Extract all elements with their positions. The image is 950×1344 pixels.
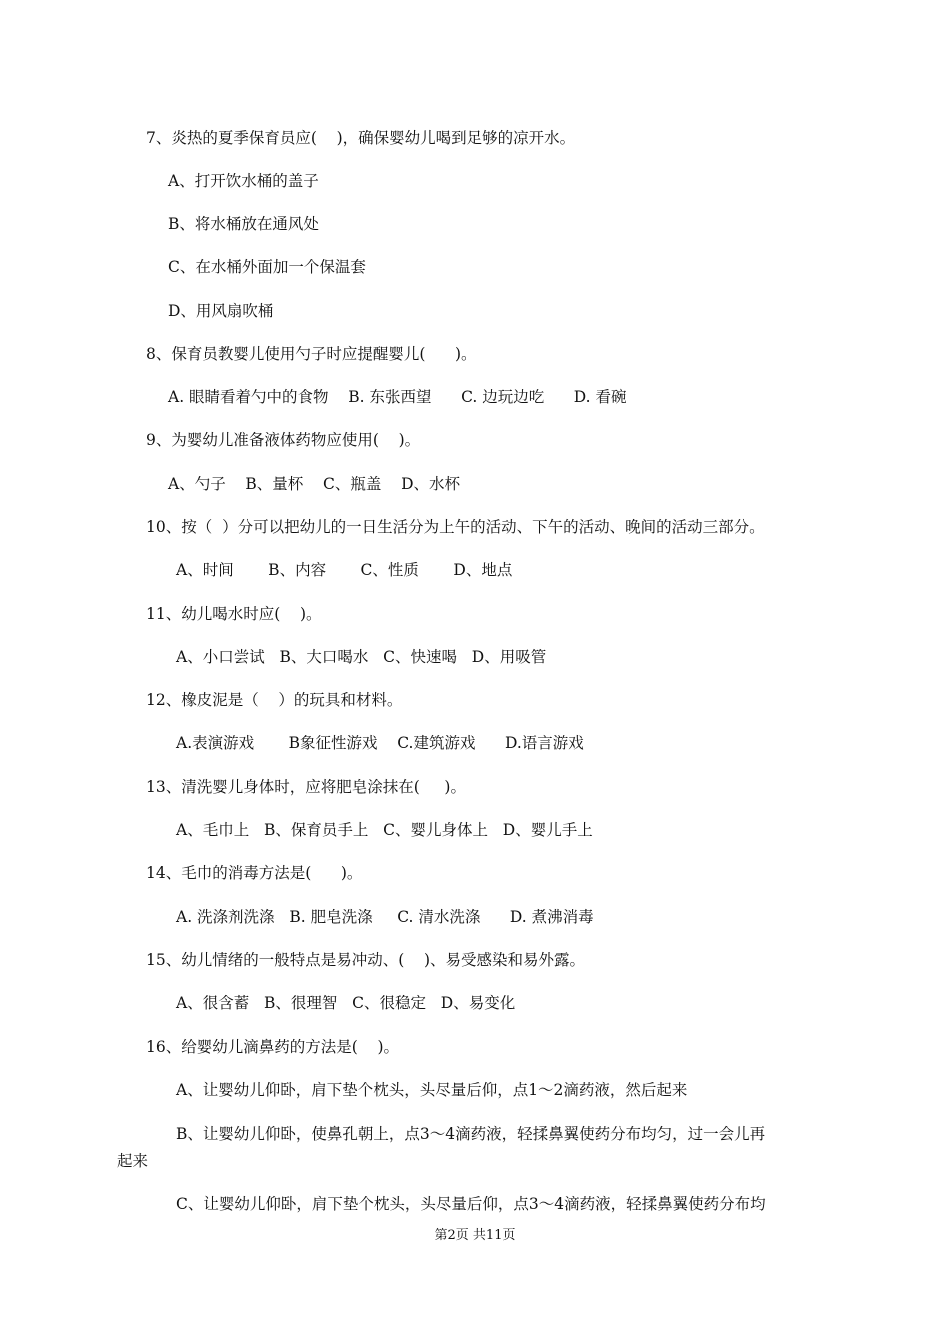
question-stem: 14、毛巾的消毒方法是( )。 [146, 864, 363, 882]
question-stem: 10、按（ ）分可以把幼儿的一日生活分为上午的活动、下午的活动、晚间的活动三部分。 [146, 518, 765, 536]
question-stem: 9、为婴幼儿准备液体药物应使用( )。 [146, 431, 421, 449]
page-footer: 第2页 共11页 [434, 1228, 516, 1243]
question-option: C、让婴幼儿仰卧，肩下垫个枕头，头尽量后仰，点3～4滴药液，轻揉鼻翼使药分布均 [176, 1195, 766, 1213]
question-stem: 13、清洗婴儿身体时，应将肥皂涂抹在( )。 [146, 778, 466, 796]
question-option: C、在水桶外面加一个保温套 [168, 258, 366, 276]
question-stem: 7、炎热的夏季保育员应( )，确保婴幼儿喝到足够的凉开水。 [146, 129, 576, 147]
question-option: A. 洗涤剂洗涤 B. 肥皂洗涤 C. 清水洗涤 D. 煮沸消毒 [176, 908, 594, 926]
question-stem: 11、幼儿喝水时应( )。 [146, 605, 322, 623]
question-option: A、时间 B、内容 C、性质 D、地点 [176, 561, 513, 579]
question-stem: 16、给婴幼儿滴鼻药的方法是( )。 [146, 1038, 400, 1056]
question-option: A. 眼睛看着勺中的食物 B. 东张西望 C. 边玩边吃 D. 看碗 [168, 388, 627, 406]
question-option: A、毛巾上 B、保育员手上 C、婴儿身体上 D、婴儿手上 [176, 821, 593, 839]
question-option: A、勺子 B、量杯 C、瓶盖 D、水杯 [168, 475, 460, 493]
question-option: A、让婴幼儿仰卧，肩下垫个枕头，头尽量后仰，点1～2滴药液，然后起来 [176, 1081, 688, 1099]
question-option: A、很含蓄 B、很理智 C、很稳定 D、易变化 [176, 994, 516, 1012]
question-option: B、将水桶放在通风处 [168, 215, 319, 233]
question-option: A、小口尝试 B、大口喝水 C、快速喝 D、用吸管 [176, 648, 547, 666]
question-stem: 15、幼儿情绪的一般特点是易冲动、( )、易受感染和易外露。 [146, 951, 586, 969]
question-option: A.表演游戏 B象征性游戏 C.建筑游戏 D.语言游戏 [176, 734, 584, 752]
question-stem: 8、保育员教婴儿使用勺子时应提醒婴儿( )。 [146, 345, 477, 363]
question-option: B、让婴幼儿仰卧，使鼻孔朝上，点3～4滴药液，轻揉鼻翼使药分布均匀，过一会儿再 [176, 1125, 766, 1143]
question-option: D、用风扇吹桶 [168, 302, 274, 320]
question-stem: 12、橡皮泥是（ ）的玩具和材料。 [146, 691, 403, 709]
question-option: A、打开饮水桶的盖子 [168, 172, 319, 190]
question-option-continuation: 起来 [117, 1152, 149, 1170]
